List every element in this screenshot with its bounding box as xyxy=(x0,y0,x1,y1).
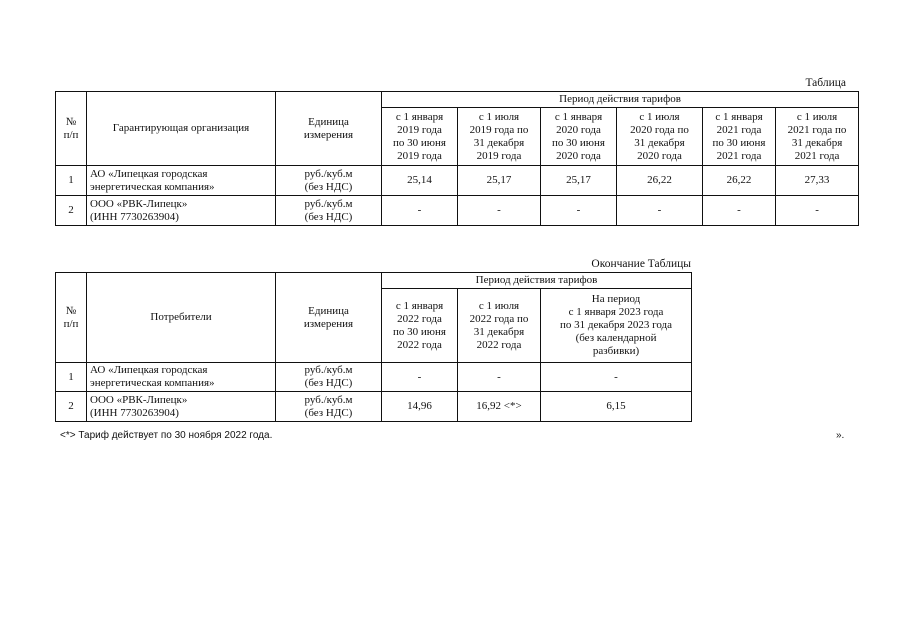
tariff-value: - xyxy=(617,196,703,226)
header-unit: Единица измерения xyxy=(276,273,382,363)
tariff-table-2019-2021 xyxy=(55,91,859,226)
table1-caption: Таблица xyxy=(805,77,846,89)
tariff-value: 26,22 xyxy=(703,166,776,196)
row-num: 2 xyxy=(56,392,87,422)
table2-caption: Окончание Таблицы xyxy=(591,258,691,270)
period-header: с 1 июля 2020 года по 31 декабря 2020 года xyxy=(617,108,703,166)
header-num: № п/п xyxy=(56,273,87,363)
tariff-value: - xyxy=(382,363,458,392)
table-row xyxy=(56,363,692,392)
tariff-value: - xyxy=(458,363,541,392)
tariff-value: - xyxy=(541,196,617,226)
row-unit: руб./куб.м (без НДС) xyxy=(276,196,382,226)
period-header: На период с 1 января 2023 года по 31 декабря 2023 года (без календарной разбивки) xyxy=(541,289,692,363)
tariff-value: 16,92 <*> xyxy=(458,392,541,422)
tariff-value: - xyxy=(541,363,692,392)
period-header: с 1 июля 2022 года по 31 декабря 2022 года xyxy=(458,289,541,363)
tariff-value: 27,33 xyxy=(776,166,859,196)
table-row xyxy=(56,166,859,196)
row-organization: АО «Липецкая городская энергетическая компания» xyxy=(87,166,276,196)
row-organization: АО «Липецкая городская энергетическая компания» xyxy=(87,363,276,392)
tariff-value: 26,22 xyxy=(617,166,703,196)
closing-quote: ». xyxy=(836,430,845,441)
tariff-value: - xyxy=(382,196,458,226)
header-consumers: Потребители xyxy=(87,273,276,363)
tariff-value: 25,17 xyxy=(541,166,617,196)
period-header: с 1 января 2020 года по 30 июня 2020 года xyxy=(541,108,617,166)
footnote: <*> Тариф действует по 30 ноября 2022 года. xyxy=(60,430,273,441)
tariff-value: 25,14 xyxy=(382,166,458,196)
period-header: с 1 января 2019 года по 30 июня 2019 года xyxy=(382,108,458,166)
row-num: 1 xyxy=(56,166,87,196)
header-unit: Единица измерения xyxy=(276,92,382,166)
tariff-value: - xyxy=(776,196,859,226)
tariff-value: 14,96 xyxy=(382,392,458,422)
row-num: 1 xyxy=(56,363,87,392)
period-header: с 1 января 2022 года по 30 июня 2022 года xyxy=(382,289,458,363)
tariff-value: - xyxy=(703,196,776,226)
header-num: № п/п xyxy=(56,92,87,166)
row-unit: руб./куб.м (без НДС) xyxy=(276,166,382,196)
row-unit: руб./куб.м (без НДС) xyxy=(276,392,382,422)
header-period: Период действия тарифов xyxy=(382,273,692,289)
tariff-value: - xyxy=(458,196,541,226)
row-unit: руб./куб.м (без НДС) xyxy=(276,363,382,392)
row-organization: ООО «РВК-Липецк» (ИНН 7730263904) xyxy=(87,196,276,226)
period-header: с 1 января 2021 года по 30 июня 2021 года xyxy=(703,108,776,166)
row-organization: ООО «РВК-Липецк» (ИНН 7730263904) xyxy=(87,392,276,422)
table-row xyxy=(56,196,859,226)
header-organization: Гарантирующая организация xyxy=(87,92,276,166)
row-num: 2 xyxy=(56,196,87,226)
tariff-table-2022-2023 xyxy=(55,272,692,422)
table-row xyxy=(56,392,692,422)
tariff-value: 25,17 xyxy=(458,166,541,196)
period-header: с 1 июля 2021 года по 31 декабря 2021 года xyxy=(776,108,859,166)
header-period: Период действия тарифов xyxy=(382,92,859,108)
tariff-value: 6,15 xyxy=(541,392,692,422)
period-header: с 1 июля 2019 года по 31 декабря 2019 года xyxy=(458,108,541,166)
